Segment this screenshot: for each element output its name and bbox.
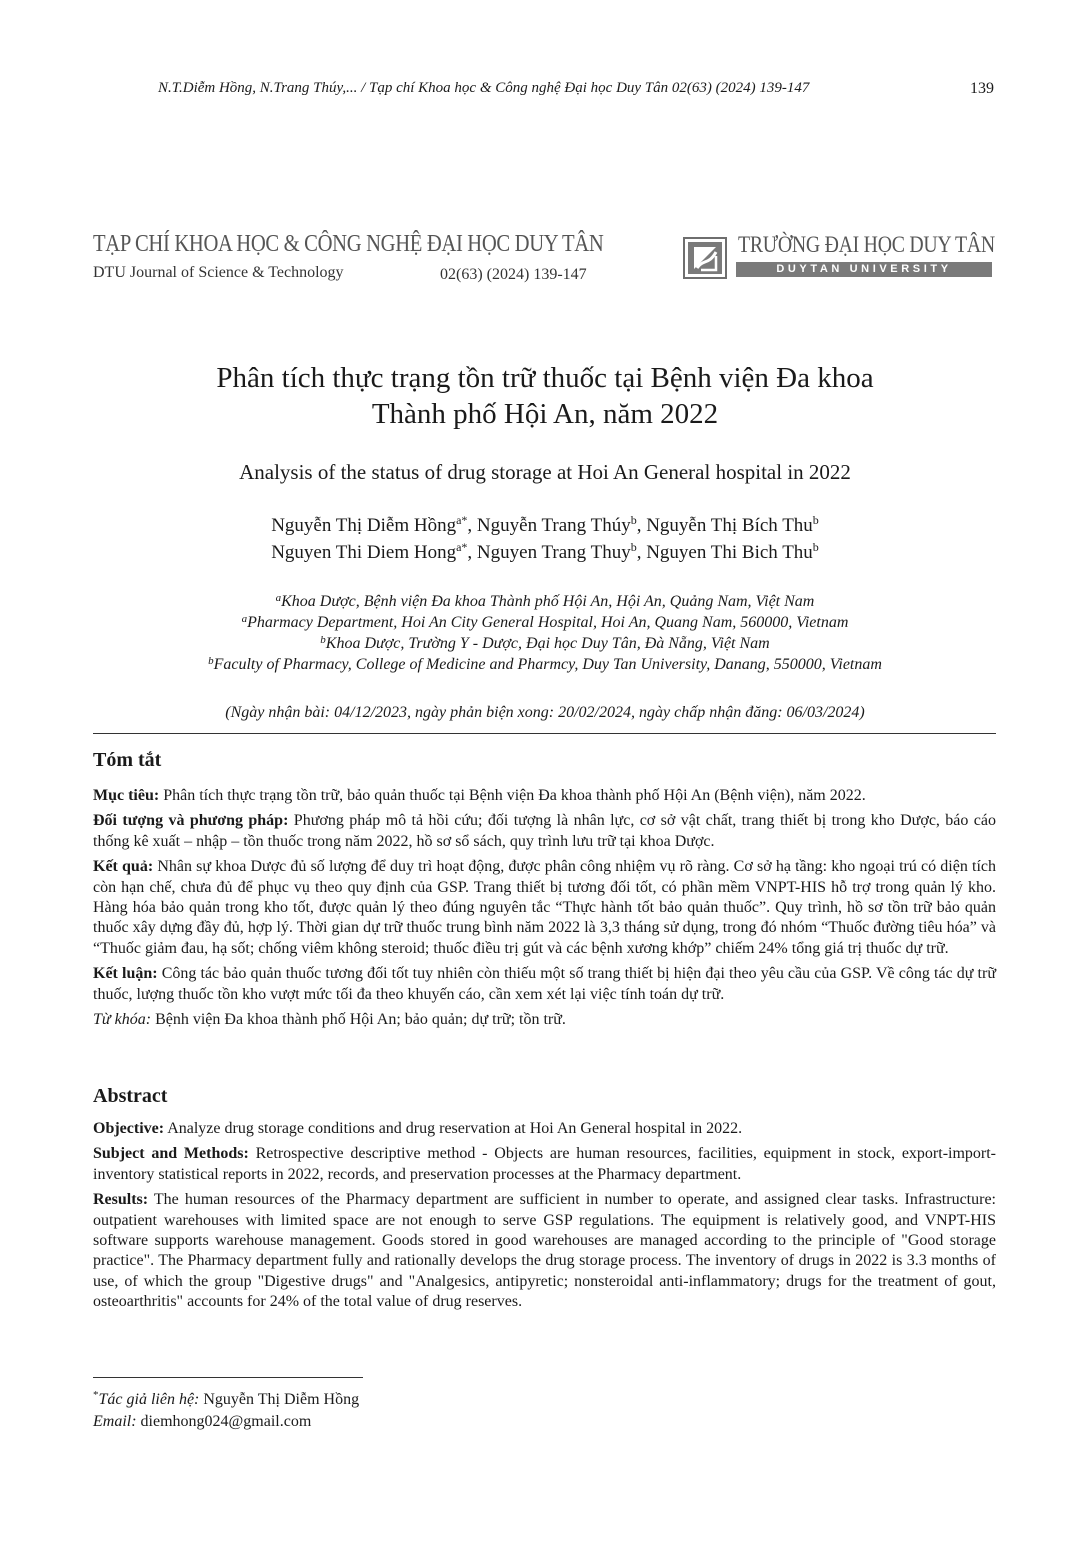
duytan-logo-icon <box>683 237 727 279</box>
affiliation-line <box>0 654 1090 675</box>
article-title <box>0 360 1090 432</box>
article-title-en: Analysis of the status of drug storage at Hoi An General hospital in 2022 <box>239 460 851 484</box>
footnote-marker: * <box>93 1389 99 1401</box>
affiliation-text: Khoa Dược, Bệnh viện Đa khoa Thành phố Hội An, Hội An, Quảng Nam, Việt Nam <box>281 593 815 610</box>
author-name: Nguyen Trang Thuy <box>476 542 631 563</box>
author-separator: , <box>636 542 647 563</box>
journal-title-vi: TẠP CHÍ KHOA HỌC & CÔNG NGHỆ ĐẠI HỌC DUY TÂN <box>93 231 604 257</box>
paragraph-label: Kết luận: <box>93 965 158 983</box>
affiliation-text: Khoa Dược, Trường Y - Dược, Đại học Duy Tân, Đà Nẵng, Việt Nam <box>325 635 770 652</box>
footnote <box>93 1389 359 1433</box>
paragraph-label: Subject and Methods: <box>93 1145 249 1163</box>
author-affiliation-mark: a* <box>456 513 468 527</box>
journal-issue: 02(63) (2024) 139-147 <box>440 266 587 283</box>
affiliation-line <box>0 633 1090 654</box>
affiliation-text: Faculty of Pharmacy, College of Medicine and Pharmcy, Duy Tan University, Danang, 550000, Vietnam <box>213 656 882 673</box>
article-title-line-2: Thành phố Hội An, năm 2022 <box>371 398 719 430</box>
paragraph-text: Phương pháp mô tả hồi cứu; đối tượng là nhân lực, cơ sở vật chất, trang thiết bị trong kho Dược, báo cáo thống kê xuất – nhập – tồn thuốc trong năm 2022, hồ sơ sổ sách, quy trình lưu trữ tại khoa Dược. <box>93 812 996 850</box>
author-separator: , <box>636 515 647 536</box>
abstract-body <box>93 1119 996 1318</box>
paragraph-label: Results: <box>93 1191 149 1209</box>
affiliation-text: Pharmacy Department, Hoi An City General Hospital, Hoi An, Quang Nam, 560000, Vietnam <box>247 614 849 631</box>
paragraph-text: Nhân sự khoa Dược đủ số lượng để duy trì hoạt động, được phân công nhiệm vụ rõ ràng. Cơ sở hạ tầng: kho ngoại trú có diện tích còn hạn chế, chưa đủ để phục vụ theo quy định của GSP. Trang thiết bị tương đối tốt, có phần mềm VNPT-HIS hỗ trợ trong quản lý kho. Hàng hóa bảo quản trong kho tốt, được quản lý theo đúng nguyên tắc “Thực hành tốt bảo quản thuốc”. Quy trình, hồ sơ tồn trữ bảo quản thuốc xây dựng đầy đủ, hợp lý. Thời gian dự trữ thuốc trung bình năm 2022 là 3,3 tháng sử dụng, trong đó nhóm “Thuốc đường tiêu hóa” và “Thuốc giảm đau, hạ sốt; chống viêm không steroid; thuốc điều trị gút và các bệnh xương khớp” chiếm 24% tổng giá trị thuốc dự trữ. <box>93 858 997 957</box>
keywords-label: Từ khóa: <box>93 1011 152 1029</box>
author-name: Nguyễn Trang Thúy <box>476 515 631 536</box>
paragraph-text: Phân tích thực trạng tồn trữ, bảo quản thuốc tại Bệnh viện Đa khoa thành phố Hội An (Bệnh viện), năm 2022. <box>159 787 866 804</box>
section-divider <box>93 733 996 734</box>
paragraph-label: Mục tiêu: <box>93 787 160 804</box>
author-name: Nguyen Thi Diem Hong <box>271 542 457 563</box>
affiliation-mark: b <box>320 634 326 646</box>
contact-email-line <box>93 1411 359 1433</box>
summary-paragraph <box>93 964 996 1005</box>
affiliation-mark: a <box>241 613 248 625</box>
author-affiliation-mark: a* <box>456 540 468 554</box>
summary-paragraph <box>93 857 996 959</box>
university-name-en: DUYTAN UNIVERSITY <box>736 262 992 277</box>
author-name: Nguyễn Thị Bích Thu <box>646 515 813 536</box>
author-name: Nguyen Thi Bich Thu <box>646 542 813 563</box>
summary-body <box>93 786 996 1035</box>
author-name: Nguyễn Thị Diễm Hồng <box>271 515 457 536</box>
author-affiliation-mark: b <box>812 540 819 554</box>
abstract-heading: Abstract <box>93 1085 168 1107</box>
summary-heading: Tóm tắt <box>93 749 162 771</box>
running-header <box>0 80 1090 104</box>
author-separator: , <box>467 515 477 536</box>
affiliation-mark: b <box>208 655 214 667</box>
journal-title-en: DTU Journal of Science & Technology <box>93 264 344 281</box>
footnote-divider <box>93 1377 363 1378</box>
contact-email: diemhong024@gmail.com <box>136 1413 312 1430</box>
authors-vi <box>0 512 1090 539</box>
paragraph-label: Objective: <box>93 1120 165 1137</box>
paragraph-text: Retrospective descriptive method - Objects are human resources, facilities, equipment in stock, export-import-inventory statistical reports in 2022, records, and preservation processes at the Pharmacy department. <box>93 1145 997 1183</box>
contact-name: Nguyễn Thị Diễm Hồng <box>199 1391 360 1408</box>
university-name-vi: TRƯỜNG ĐẠI HỌC DUY TÂN <box>738 232 995 257</box>
author-affiliation-mark: b <box>630 540 637 554</box>
abstract-paragraph <box>93 1190 996 1312</box>
summary-paragraph <box>93 811 996 852</box>
article-title-line-1: Phân tích thực trạng tồn trữ thuốc tại Bệnh viện Đa khoa <box>216 362 874 394</box>
author-affiliation-mark: b <box>630 513 637 527</box>
paragraph-label: Kết quả: <box>93 858 154 876</box>
authors-en <box>0 539 1090 566</box>
corresponding-author <box>93 1389 359 1411</box>
contact-label: Tác giả liên hệ: <box>98 1391 200 1408</box>
author-affiliation-mark: b <box>812 513 819 527</box>
affiliations <box>0 591 1090 675</box>
keywords <box>93 1010 996 1030</box>
abstract-paragraph <box>93 1119 996 1139</box>
email-label: Email: <box>93 1413 137 1430</box>
abstract-paragraph <box>93 1144 996 1185</box>
affiliation-line <box>0 612 1090 633</box>
running-citation: N.T.Diễm Hồng, N.Trang Thúy,... / Tạp chí Khoa học & Công nghệ Đại học Duy Tân 02(63) (2024) 139-147 <box>158 80 810 96</box>
page-number: 139 <box>970 80 994 97</box>
paragraph-label: Đối tượng và phương pháp: <box>93 812 289 830</box>
affiliation-line <box>0 591 1090 612</box>
keywords-text: Bệnh viện Đa khoa thành phố Hội An; bảo quản; dự trữ; tồn trữ. <box>151 1011 566 1029</box>
paragraph-text: Analyze drug storage conditions and drug reservation at Hoi An General hospital in 2022. <box>164 1120 743 1137</box>
paragraph-text: The human resources of the Pharmacy department are sufficient in number to operate, and assigned clear tasks. Infrastructure: outpatient warehouses with limited space are not enough to serve GSP regulations. The equipment is relatively good, and VNPT-HIS software supports warehouse management. Goods stored in good warehouses are managed according to the principle of "Good storage practice". The Pharmacy department fully and rationally develops the drug storage process. The inventory of drugs in 2022 is 3.3 months of use, of which the group "Digestive drugs" and "Analgesics, antipyretic; nonsteroidal anti-inflammatory; drugs for the treatment of gout, osteoarthritis" accounts for 24% of the total value of drug reserves. <box>93 1191 996 1311</box>
submission-dates: (Ngày nhận bài: 04/12/2023, ngày phản biện xong: 20/02/2024, ngày chấp nhận đăng: 06/03/2024) <box>225 704 865 721</box>
affiliation-mark: a <box>275 592 282 604</box>
summary-paragraph <box>93 786 996 806</box>
paragraph-text: Công tác bảo quản thuốc tương đối tốt tuy nhiên còn thiếu một số trang thiết bị hiện đại theo yêu cầu của GSP. Về công tác dự trữ thuốc, lượng thuốc tồn kho vượt mức tối đa theo khuyến cáo, cần xem xét lại việc tính toán dự trữ. <box>93 965 997 1003</box>
author-list <box>0 512 1090 566</box>
author-separator: , <box>467 542 477 563</box>
